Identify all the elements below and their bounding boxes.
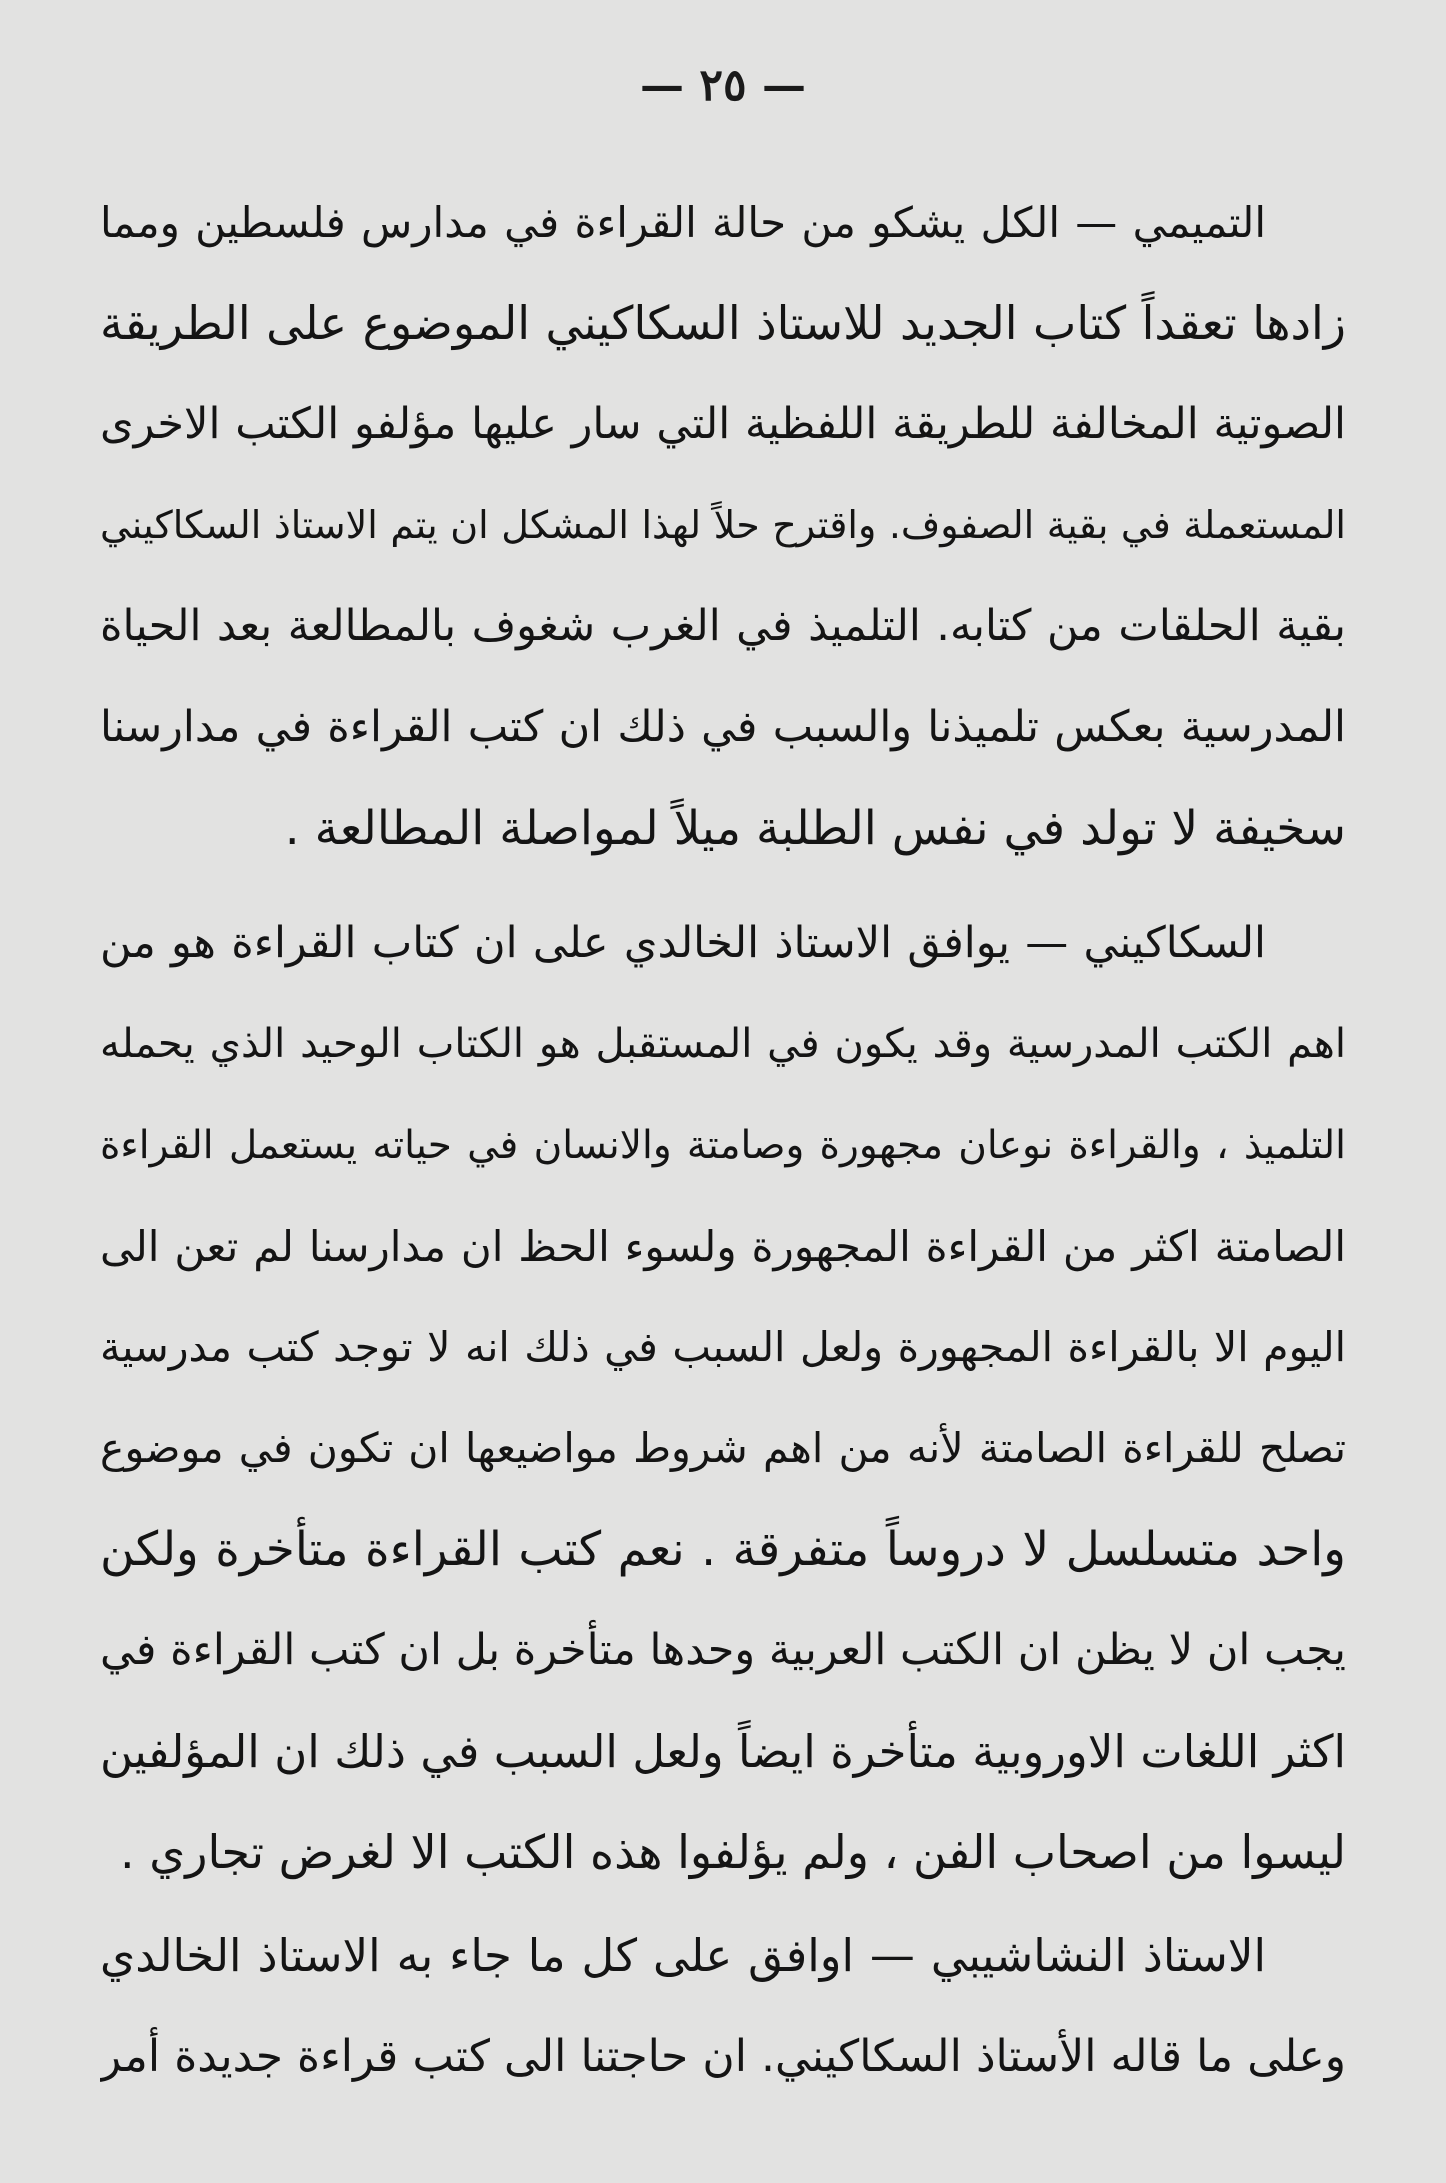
text-line: الصامتة اكثر من القراءة المجهورة ولسوء الحظ ان مدارسنا لم تعن الى [100,1222,1346,1271]
text-line: ليسوا من اصحاب الفن ، ولم يؤلفوا هذه الكتب الا لغرض تجاري . [120,1825,1346,1879]
paragraph-nashashibi [100,1905,1346,2107]
text-line: واحد متسلسل لا دروساً متفرقة . نعم كتب القراءة متأخرة ولكن [100,1522,1346,1577]
text-line: اليوم الا بالقراءة المجهورة ولعل السبب في ذلك انه لا توجد كتب مدرسية [100,1323,1346,1371]
text-line: سخيفة لا تولد في نفس الطلبة ميلاً لمواصلة المطالعة . [284,801,1346,856]
text-line: المستعملة في بقية الصفوف. واقترح حلاً لهذا المشكل ان يتم الاستاذ السكاكيني [100,503,1346,547]
text-line: زادها تعقداً كتاب الجديد للاستاذ السكاكيني الموضوع على الطريقة [100,296,1346,350]
text-line: اكثر اللغات الاوروبية متأخرة ايضاً ولعل السبب في ذلك ان المؤلفين [100,1725,1346,1778]
text-line: الصوتية المخالفة للطريقة اللفظية التي سار عليها مؤلفو الكتب الاخرى [100,399,1346,449]
text-line: تصلح للقراءة الصامتة لأنه من اهم شروط مواضيعها ان تكون في موضوع [100,1424,1346,1472]
text-line: المدرسية بعكس تلميذنا والسبب في ذلك ان كتب القراءة في مدارسنا [100,702,1346,752]
text-line: التميمي — الكل يشكو من حالة القراءة في مدارس فلسطين ومما [100,198,1266,247]
text-line: يجب ان لا يظن ان الكتب العربية وحدها متأخرة بل ان كتب القراءة في [100,1625,1346,1675]
text-line: الاستاذ النشاشيبي — اوافق على كل ما جاء به الاستاذ الخالدي [100,1929,1266,1982]
text-line: اهم الكتب المدرسية وقد يكون في المستقبل هو الكتاب الوحيد الذي يحمله [100,1021,1346,1067]
text-line: السكاكيني — يوافق الاستاذ الخالدي على ان كتاب القراءة هو من [100,918,1266,968]
text-line: التلميذ ، والقراءة نوعان مجهورة وصامتة والانسان في حياته يستعمل القراءة [100,1123,1346,1168]
page-number: — ٢٥ — [640,60,806,111]
text-line: بقية الحلقات من كتابه. التلميذ في الغرب شغوف بالمطالعة بعد الحياة [100,601,1346,651]
paragraph-sakakini [100,893,1346,1903]
paragraph-tamimi [100,172,1346,879]
text-line: وعلى ما قاله الأستاذ السكاكيني. ان حاجتنا الى كتب قراءة جديدة أمر [100,2031,1346,2082]
